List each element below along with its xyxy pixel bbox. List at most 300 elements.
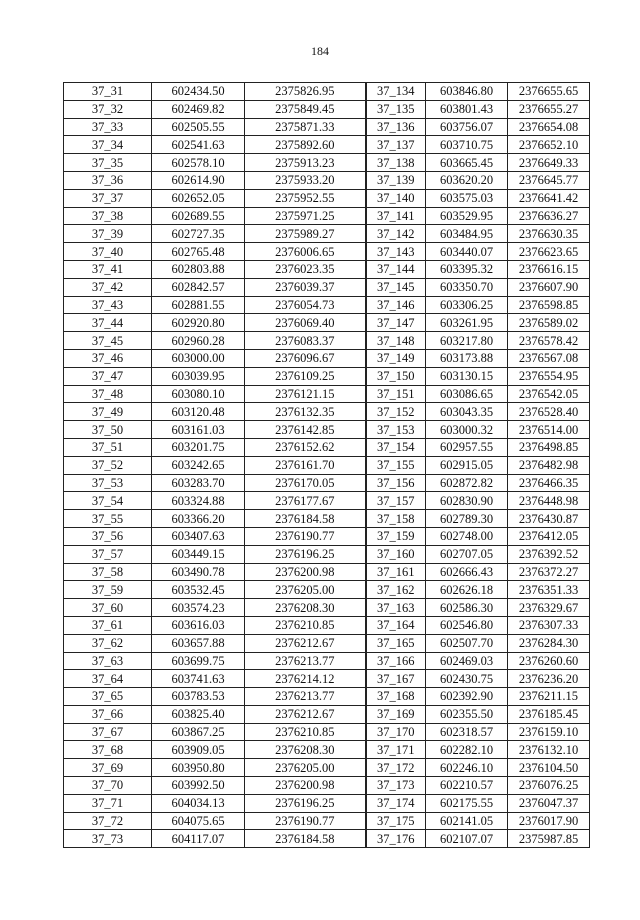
x-coordinate-cell: 602707.05 [426,545,508,563]
point-id-cell: 37_172 [366,759,426,777]
point-id-cell: 37_140 [366,189,426,207]
x-coordinate-cell: 603574.23 [152,599,245,617]
point-id-cell: 37_137 [366,136,426,154]
y-coordinate-cell: 2376528.40 [508,403,590,421]
point-id-cell: 37_156 [366,474,426,492]
y-coordinate-cell: 2376623.65 [508,243,590,261]
table-row [64,296,590,314]
y-coordinate-cell: 2375987.85 [508,830,590,848]
y-coordinate-cell: 2376210.85 [245,723,366,741]
x-coordinate-cell: 602430.75 [426,670,508,688]
x-coordinate-cell: 603490.78 [152,563,245,581]
point-id-cell: 37_57 [64,545,152,563]
y-coordinate-cell: 2376498.85 [508,438,590,456]
x-coordinate-cell: 602578.10 [152,154,245,172]
point-id-cell: 37_51 [64,438,152,456]
table-row [64,225,590,243]
x-coordinate-cell: 602915.05 [426,456,508,474]
y-coordinate-cell: 2376190.77 [245,812,366,830]
y-coordinate-cell: 2376430.87 [508,510,590,528]
y-coordinate-cell: 2376598.85 [508,296,590,314]
point-id-cell: 37_138 [366,154,426,172]
point-id-cell: 37_152 [366,403,426,421]
table-row [64,243,590,261]
x-coordinate-cell: 603449.15 [152,545,245,563]
point-id-cell: 37_44 [64,314,152,332]
point-id-cell: 37_145 [366,278,426,296]
y-coordinate-cell: 2376284.30 [508,634,590,652]
point-id-cell: 37_37 [64,189,152,207]
coordinates-table-body [64,83,590,848]
table-row [64,616,590,634]
point-id-cell: 37_60 [64,599,152,617]
table-row [64,723,590,741]
y-coordinate-cell: 2376214.12 [245,670,366,688]
y-coordinate-cell: 2376211.15 [508,688,590,706]
point-id-cell: 37_55 [64,510,152,528]
y-coordinate-cell: 2375952.55 [245,189,366,207]
y-coordinate-cell: 2376466.35 [508,474,590,492]
point-id-cell: 37_135 [366,100,426,118]
point-id-cell: 37_175 [366,812,426,830]
point-id-cell: 37_168 [366,688,426,706]
x-coordinate-cell: 602765.48 [152,243,245,261]
point-id-cell: 37_46 [64,349,152,367]
y-coordinate-cell: 2376104.50 [508,759,590,777]
point-id-cell: 37_64 [64,670,152,688]
x-coordinate-cell: 603801.43 [426,100,508,118]
y-coordinate-cell: 2376514.00 [508,421,590,439]
table-row [64,527,590,545]
point-id-cell: 37_59 [64,581,152,599]
x-coordinate-cell: 603950.80 [152,759,245,777]
y-coordinate-cell: 2375826.95 [245,83,366,101]
point-id-cell: 37_36 [64,171,152,189]
point-id-cell: 37_134 [366,83,426,101]
point-id-cell: 37_32 [64,100,152,118]
x-coordinate-cell: 602507.70 [426,634,508,652]
point-id-cell: 37_153 [366,421,426,439]
y-coordinate-cell: 2376649.33 [508,154,590,172]
y-coordinate-cell: 2376200.98 [245,563,366,581]
y-coordinate-cell: 2376578.42 [508,332,590,350]
table-row [64,314,590,332]
x-coordinate-cell: 603783.53 [152,688,245,706]
y-coordinate-cell: 2376054.73 [245,296,366,314]
point-id-cell: 37_164 [366,616,426,634]
x-coordinate-cell: 603000.00 [152,349,245,367]
point-id-cell: 37_169 [366,705,426,723]
x-coordinate-cell: 602881.55 [152,296,245,314]
y-coordinate-cell: 2376448.98 [508,492,590,510]
y-coordinate-cell: 2376205.00 [245,581,366,599]
point-id-cell: 37_41 [64,260,152,278]
y-coordinate-cell: 2376616.15 [508,260,590,278]
page-number: 184 [311,44,329,58]
point-id-cell: 37_160 [366,545,426,563]
point-id-cell: 37_165 [366,634,426,652]
point-id-cell: 37_167 [366,670,426,688]
x-coordinate-cell: 603620.20 [426,171,508,189]
x-coordinate-cell: 603440.07 [426,243,508,261]
point-id-cell: 37_71 [64,794,152,812]
table-row [64,456,590,474]
point-id-cell: 37_154 [366,438,426,456]
x-coordinate-cell: 603825.40 [152,705,245,723]
y-coordinate-cell: 2376017.90 [508,812,590,830]
y-coordinate-cell: 2376196.25 [245,545,366,563]
point-id-cell: 37_34 [64,136,152,154]
point-id-cell: 37_52 [64,456,152,474]
y-coordinate-cell: 2376307.33 [508,616,590,634]
y-coordinate-cell: 2376589.02 [508,314,590,332]
y-coordinate-cell: 2376208.30 [245,599,366,617]
x-coordinate-cell: 603699.75 [152,652,245,670]
table-row [64,154,590,172]
y-coordinate-cell: 2376170.05 [245,474,366,492]
point-id-cell: 37_58 [64,563,152,581]
x-coordinate-cell: 603575.03 [426,189,508,207]
y-coordinate-cell: 2375913.23 [245,154,366,172]
y-coordinate-cell: 2376200.98 [245,777,366,795]
table-row [64,100,590,118]
x-coordinate-cell: 603484.95 [426,225,508,243]
x-coordinate-cell: 603080.10 [152,385,245,403]
point-id-cell: 37_47 [64,367,152,385]
point-id-cell: 37_69 [64,759,152,777]
y-coordinate-cell: 2376645.77 [508,171,590,189]
table-row [64,581,590,599]
point-id-cell: 37_56 [64,527,152,545]
x-coordinate-cell: 602830.90 [426,492,508,510]
point-id-cell: 37_162 [366,581,426,599]
x-coordinate-cell: 603407.63 [152,527,245,545]
point-id-cell: 37_163 [366,599,426,617]
x-coordinate-cell: 602920.80 [152,314,245,332]
y-coordinate-cell: 2376152.62 [245,438,366,456]
y-coordinate-cell: 2376096.67 [245,349,366,367]
y-coordinate-cell: 2376636.27 [508,207,590,225]
point-id-cell: 37_33 [64,118,152,136]
x-coordinate-cell: 602392.90 [426,688,508,706]
y-coordinate-cell: 2376132.10 [508,741,590,759]
y-coordinate-cell: 2376132.35 [245,403,366,421]
x-coordinate-cell: 602469.03 [426,652,508,670]
y-coordinate-cell: 2376177.67 [245,492,366,510]
table-row [64,634,590,652]
x-coordinate-cell: 603261.95 [426,314,508,332]
table-row [64,812,590,830]
x-coordinate-cell: 603086.65 [426,385,508,403]
x-coordinate-cell: 603395.32 [426,260,508,278]
x-coordinate-cell: 602355.50 [426,705,508,723]
x-coordinate-cell: 602586.30 [426,599,508,617]
y-coordinate-cell: 2376329.67 [508,599,590,617]
x-coordinate-cell: 602748.00 [426,527,508,545]
x-coordinate-cell: 602614.90 [152,171,245,189]
y-coordinate-cell: 2376210.85 [245,616,366,634]
point-id-cell: 37_148 [366,332,426,350]
y-coordinate-cell: 2375871.33 [245,118,366,136]
table-row [64,688,590,706]
y-coordinate-cell: 2376641.42 [508,189,590,207]
y-coordinate-cell: 2376109.25 [245,367,366,385]
point-id-cell: 37_146 [366,296,426,314]
point-id-cell: 37_155 [366,456,426,474]
x-coordinate-cell: 602842.57 [152,278,245,296]
table-row [64,705,590,723]
point-id-cell: 37_43 [64,296,152,314]
table-row [64,207,590,225]
x-coordinate-cell: 602541.63 [152,136,245,154]
y-coordinate-cell: 2375892.60 [245,136,366,154]
point-id-cell: 37_70 [64,777,152,795]
point-id-cell: 37_45 [64,332,152,350]
x-coordinate-cell: 602318.57 [426,723,508,741]
table-row [64,777,590,795]
point-id-cell: 37_150 [366,367,426,385]
coordinates-table [63,82,590,848]
y-coordinate-cell: 2376076.25 [508,777,590,795]
point-id-cell: 37_35 [64,154,152,172]
x-coordinate-cell: 603000.32 [426,421,508,439]
y-coordinate-cell: 2376213.77 [245,652,366,670]
y-coordinate-cell: 2376212.67 [245,705,366,723]
y-coordinate-cell: 2376047.37 [508,794,590,812]
y-coordinate-cell: 2376006.65 [245,243,366,261]
y-coordinate-cell: 2376652.10 [508,136,590,154]
point-id-cell: 37_149 [366,349,426,367]
y-coordinate-cell: 2376654.08 [508,118,590,136]
point-id-cell: 37_139 [366,171,426,189]
table-row [64,421,590,439]
table-row [64,563,590,581]
point-id-cell: 37_54 [64,492,152,510]
point-id-cell: 37_73 [64,830,152,848]
table-row [64,189,590,207]
point-id-cell: 37_31 [64,83,152,101]
table-row [64,385,590,403]
y-coordinate-cell: 2375933.20 [245,171,366,189]
y-coordinate-cell: 2376184.58 [245,830,366,848]
table-row [64,136,590,154]
table-row [64,741,590,759]
point-id-cell: 37_38 [64,207,152,225]
y-coordinate-cell: 2376260.60 [508,652,590,670]
point-id-cell: 37_40 [64,243,152,261]
y-coordinate-cell: 2376159.10 [508,723,590,741]
y-coordinate-cell: 2376190.77 [245,527,366,545]
x-coordinate-cell: 602957.55 [426,438,508,456]
table-row [64,670,590,688]
point-id-cell: 37_50 [64,421,152,439]
y-coordinate-cell: 2376208.30 [245,741,366,759]
point-id-cell: 37_67 [64,723,152,741]
x-coordinate-cell: 603992.50 [152,777,245,795]
y-coordinate-cell: 2376121.15 [245,385,366,403]
x-coordinate-cell: 603242.65 [152,456,245,474]
x-coordinate-cell: 603130.15 [426,367,508,385]
y-coordinate-cell: 2376069.40 [245,314,366,332]
point-id-cell: 37_176 [366,830,426,848]
y-coordinate-cell: 2376655.65 [508,83,590,101]
x-coordinate-cell: 603657.88 [152,634,245,652]
point-id-cell: 37_66 [64,705,152,723]
x-coordinate-cell: 603350.70 [426,278,508,296]
y-coordinate-cell: 2376392.52 [508,545,590,563]
point-id-cell: 37_72 [64,812,152,830]
y-coordinate-cell: 2376184.58 [245,510,366,528]
y-coordinate-cell: 2376196.25 [245,794,366,812]
x-coordinate-cell: 602960.28 [152,332,245,350]
x-coordinate-cell: 602469.82 [152,100,245,118]
y-coordinate-cell: 2376412.05 [508,527,590,545]
point-id-cell: 37_42 [64,278,152,296]
y-coordinate-cell: 2376213.77 [245,688,366,706]
table-row [64,332,590,350]
x-coordinate-cell: 602652.05 [152,189,245,207]
point-id-cell: 37_68 [64,741,152,759]
y-coordinate-cell: 2376236.20 [508,670,590,688]
table-row [64,349,590,367]
table-row [64,474,590,492]
x-coordinate-cell: 603306.25 [426,296,508,314]
point-id-cell: 37_49 [64,403,152,421]
table-row [64,171,590,189]
point-id-cell: 37_143 [366,243,426,261]
x-coordinate-cell: 602666.43 [426,563,508,581]
table-row [64,83,590,101]
y-coordinate-cell: 2376482.98 [508,456,590,474]
x-coordinate-cell: 602803.88 [152,260,245,278]
table-row [64,118,590,136]
point-id-cell: 37_170 [366,723,426,741]
x-coordinate-cell: 603529.95 [426,207,508,225]
x-coordinate-cell: 602210.57 [426,777,508,795]
y-coordinate-cell: 2376655.27 [508,100,590,118]
table-row [64,652,590,670]
x-coordinate-cell: 603846.80 [426,83,508,101]
y-coordinate-cell: 2376212.67 [245,634,366,652]
x-coordinate-cell: 602141.05 [426,812,508,830]
x-coordinate-cell: 602175.55 [426,794,508,812]
x-coordinate-cell: 602626.18 [426,581,508,599]
x-coordinate-cell: 602107.07 [426,830,508,848]
y-coordinate-cell: 2376161.70 [245,456,366,474]
y-coordinate-cell: 2376630.35 [508,225,590,243]
point-id-cell: 37_141 [366,207,426,225]
x-coordinate-cell: 604034.13 [152,794,245,812]
point-id-cell: 37_61 [64,616,152,634]
table-row [64,510,590,528]
x-coordinate-cell: 603532.45 [152,581,245,599]
table-row [64,278,590,296]
table-row [64,403,590,421]
table-row [64,260,590,278]
y-coordinate-cell: 2376542.05 [508,385,590,403]
y-coordinate-cell: 2376567.08 [508,349,590,367]
y-coordinate-cell: 2376023.35 [245,260,366,278]
x-coordinate-cell: 603043.35 [426,403,508,421]
table-row [64,794,590,812]
x-coordinate-cell: 602282.10 [426,741,508,759]
table-row [64,438,590,456]
point-id-cell: 37_53 [64,474,152,492]
table-row [64,830,590,848]
y-coordinate-cell: 2376205.00 [245,759,366,777]
x-coordinate-cell: 603756.07 [426,118,508,136]
x-coordinate-cell: 603201.75 [152,438,245,456]
point-id-cell: 37_166 [366,652,426,670]
x-coordinate-cell: 602246.10 [426,759,508,777]
y-coordinate-cell: 2376142.85 [245,421,366,439]
x-coordinate-cell: 604117.07 [152,830,245,848]
point-id-cell: 37_157 [366,492,426,510]
point-id-cell: 37_171 [366,741,426,759]
x-coordinate-cell: 603120.48 [152,403,245,421]
table-row [64,599,590,617]
point-id-cell: 37_158 [366,510,426,528]
y-coordinate-cell: 2376083.37 [245,332,366,350]
point-id-cell: 37_48 [64,385,152,403]
x-coordinate-cell: 603909.05 [152,741,245,759]
point-id-cell: 37_147 [366,314,426,332]
x-coordinate-cell: 603741.63 [152,670,245,688]
table-row [64,759,590,777]
x-coordinate-cell: 603173.88 [426,349,508,367]
y-coordinate-cell: 2375849.45 [245,100,366,118]
x-coordinate-cell: 603039.95 [152,367,245,385]
x-coordinate-cell: 602434.50 [152,83,245,101]
point-id-cell: 37_174 [366,794,426,812]
point-id-cell: 37_142 [366,225,426,243]
x-coordinate-cell: 603710.75 [426,136,508,154]
y-coordinate-cell: 2376351.33 [508,581,590,599]
x-coordinate-cell: 603665.45 [426,154,508,172]
x-coordinate-cell: 602505.55 [152,118,245,136]
y-coordinate-cell: 2376607.90 [508,278,590,296]
x-coordinate-cell: 603616.03 [152,616,245,634]
x-coordinate-cell: 603217.80 [426,332,508,350]
table-row [64,492,590,510]
x-coordinate-cell: 602872.82 [426,474,508,492]
y-coordinate-cell: 2376372.27 [508,563,590,581]
y-coordinate-cell: 2376039.37 [245,278,366,296]
x-coordinate-cell: 604075.65 [152,812,245,830]
point-id-cell: 37_39 [64,225,152,243]
point-id-cell: 37_159 [366,527,426,545]
y-coordinate-cell: 2375989.27 [245,225,366,243]
x-coordinate-cell: 602546.80 [426,616,508,634]
point-id-cell: 37_161 [366,563,426,581]
point-id-cell: 37_63 [64,652,152,670]
point-id-cell: 37_62 [64,634,152,652]
point-id-cell: 37_144 [366,260,426,278]
x-coordinate-cell: 602727.35 [152,225,245,243]
y-coordinate-cell: 2376185.45 [508,705,590,723]
x-coordinate-cell: 603867.25 [152,723,245,741]
x-coordinate-cell: 603324.88 [152,492,245,510]
x-coordinate-cell: 603283.70 [152,474,245,492]
table-row [64,367,590,385]
x-coordinate-cell: 602689.55 [152,207,245,225]
point-id-cell: 37_173 [366,777,426,795]
y-coordinate-cell: 2375971.25 [245,207,366,225]
point-id-cell: 37_151 [366,385,426,403]
x-coordinate-cell: 603366.20 [152,510,245,528]
table-row [64,545,590,563]
y-coordinate-cell: 2376554.95 [508,367,590,385]
